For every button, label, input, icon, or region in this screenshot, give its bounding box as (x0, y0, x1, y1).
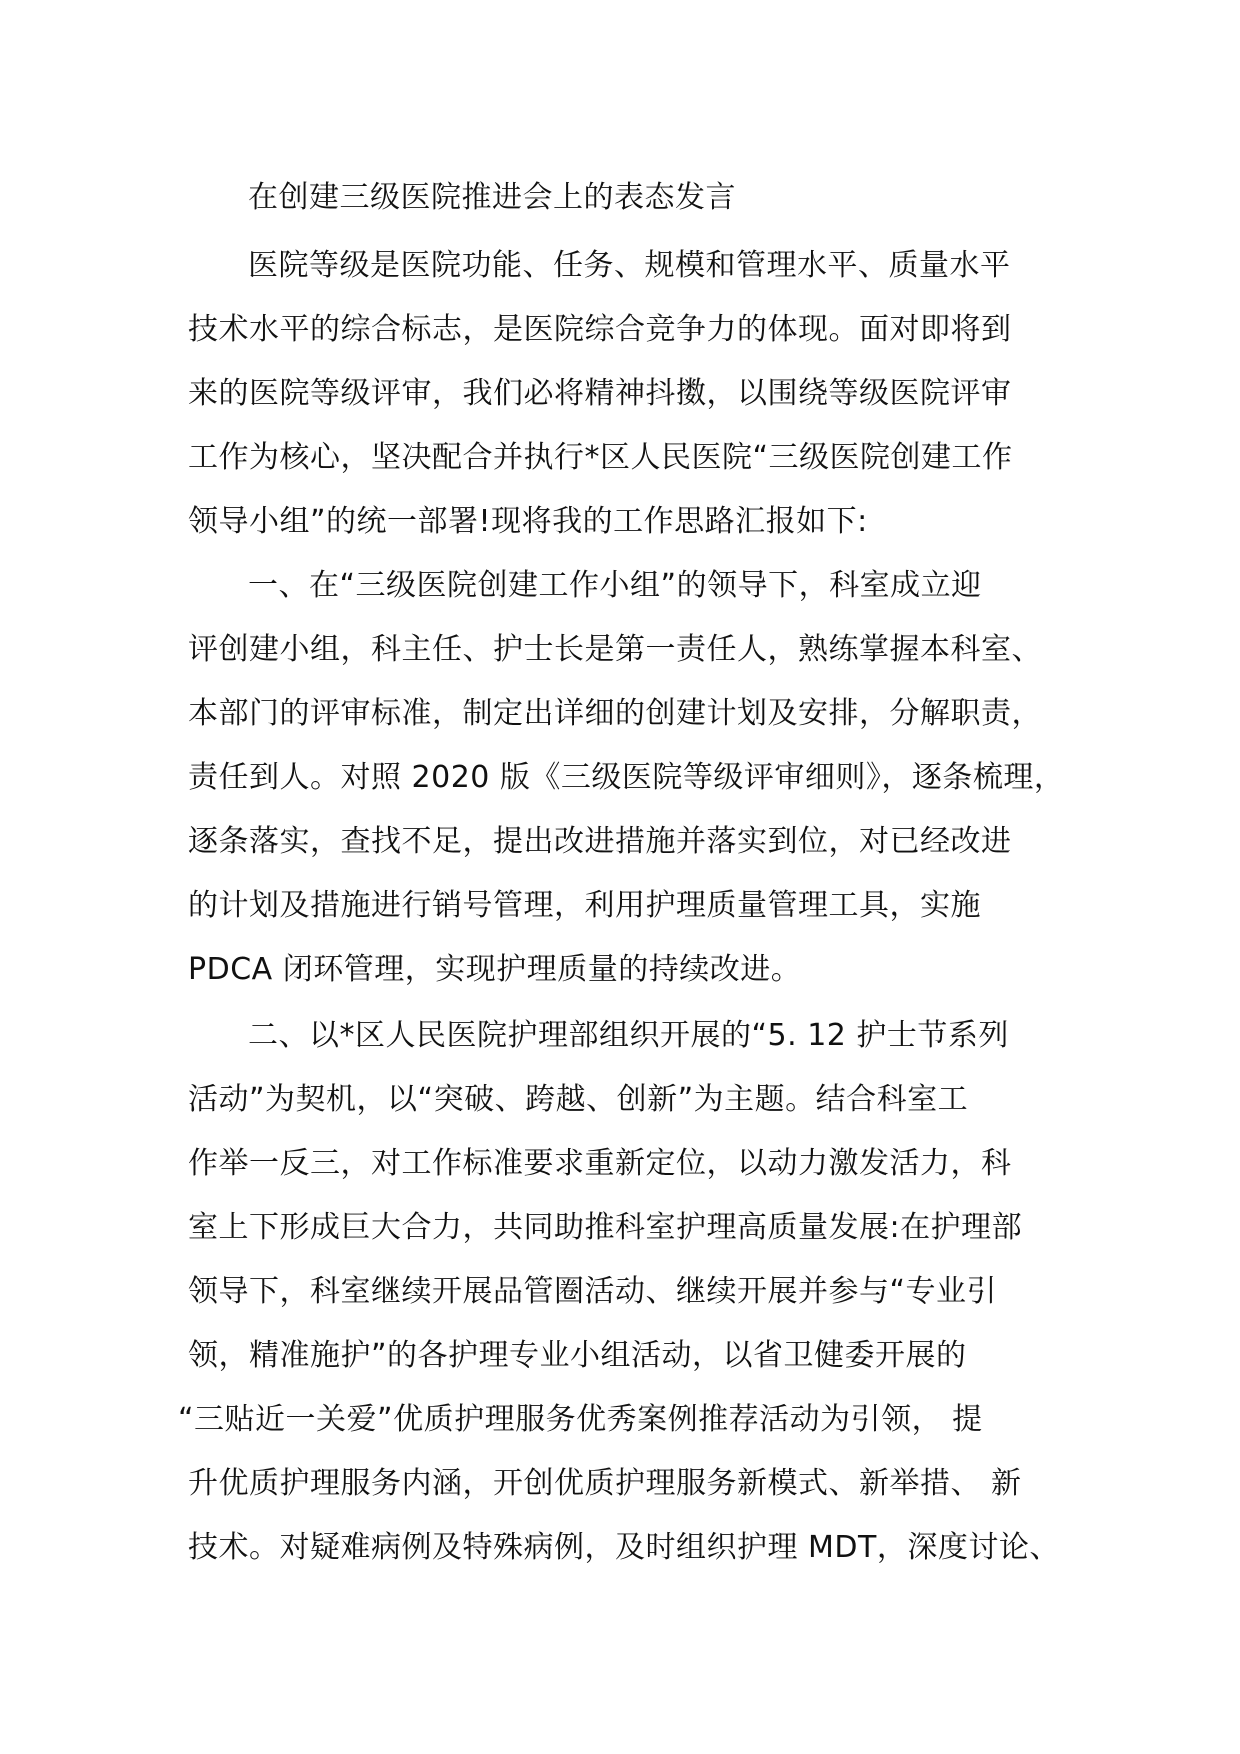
paragraph-line: 评创建小组，科主任、护士长是第一责任人，熟练掌握本科室、 (188, 632, 1042, 667)
paragraph-line: “三贴近一关爱”优质护理服务优秀案例推荐活动为引领， 提 (178, 1402, 983, 1437)
document-title: 在创建三级医院推进会上的表态发言 (248, 180, 736, 215)
paragraph-line: 作举一反三，对工作标准要求重新定位，以动力激发活力，科 (188, 1146, 1012, 1181)
paragraph-line: 领，精准施护”的各护理专业小组活动，以省卫健委开展的 (188, 1338, 967, 1373)
paragraph-line: 责任到人。对照 2020 版《三级医院等级评审细则》，逐条梳理， (188, 760, 1065, 795)
paragraph-line: 医院等级是医院功能、任务、规模和管理水平、质量水平 (248, 248, 1011, 283)
paragraph-line: 的计划及措施进行销号管理，利用护理质量管理工具，实施 (188, 888, 981, 923)
paragraph-line: 逐条落实，查找不足，提出改进措施并落实到位，对已经改进 (188, 824, 1012, 859)
paragraph-line: 本部门的评审标准，制定出详细的创建计划及安排，分解职责， (188, 696, 1042, 731)
paragraph-line: 一、在“三级医院创建工作小组”的领导下，科室成立迎 (248, 568, 982, 603)
paragraph-line: 工作为核心，坚决配合并执行*区人民医院“三级医院创建工作 (188, 440, 1013, 475)
paragraph-line: PDCA 闭环管理，实现护理质量的持续改进。 (188, 952, 802, 987)
paragraph-line: 来的医院等级评审，我们必将精神抖擞，以围绕等级医院评审 (188, 376, 1012, 411)
paragraph-line: 领导小组”的统一部署!现将我的工作思路汇报如下: (188, 504, 868, 539)
paragraph-line: 二、以*区人民医院护理部组织开展的“5. 12 护士节系列 (248, 1018, 1009, 1053)
paragraph-line: 室上下形成巨大合力，共同助推科室护理高质量发展:在护理部 (188, 1210, 1023, 1245)
paragraph-line: 活动”为契机，以“突破、跨越、创新”为主题。结合科室工 (188, 1082, 969, 1117)
paragraph-line: 升优质护理服务内涵，开创优质护理服务新模式、新举措、 新 (188, 1466, 1022, 1501)
paragraph-line: 技术。对疑难病例及特殊病例，及时组织护理 MDT，深度讨论、 (188, 1530, 1060, 1565)
paragraph-line: 领导下，科室继续开展品管圈活动、继续开展并参与“专业引 (188, 1274, 998, 1309)
paragraph-line: 技术水平的综合标志，是医院综合竞争力的体现。面对即将到 (188, 312, 1012, 347)
